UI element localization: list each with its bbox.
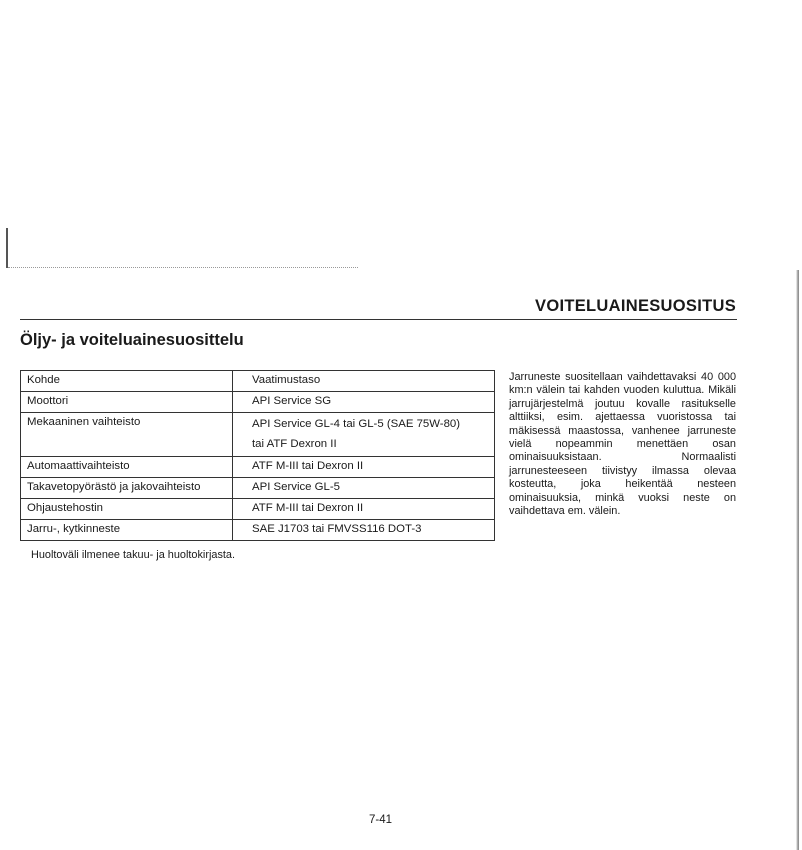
table-cell-kohde: Mekaaninen vaihteisto xyxy=(21,413,233,457)
table-cell-vaatimus: API Service GL-5 xyxy=(233,478,495,499)
scan-artifact-line xyxy=(6,228,8,268)
section-title: VOITELUAINESUOSITUS xyxy=(535,297,736,315)
table-cell-kohde: Takavetopyörästö ja jakovaihteisto xyxy=(21,478,233,499)
table-cell-vaatimus xyxy=(233,413,495,457)
table-cell-kohde: Kohde xyxy=(21,371,233,392)
table-cell-kohde: Automaattivaihteisto xyxy=(21,457,233,478)
table-cell-vaatimus: ATF M-III tai Dexron II xyxy=(233,499,495,520)
lubricant-table xyxy=(20,370,495,541)
table-row xyxy=(21,457,495,478)
table-cell-vaatimus: Vaatimustaso xyxy=(233,371,495,392)
table-cell-kohde: Jarru-, kytkinneste xyxy=(21,520,233,541)
table-cell-line: tai ATF Dexron II xyxy=(252,438,337,450)
table-row xyxy=(21,371,495,392)
table-row xyxy=(21,499,495,520)
table-row xyxy=(21,520,495,541)
page-heading: Öljy- ja voiteluainesuosittelu xyxy=(20,331,244,349)
table-cell-kohde: Ohjaustehostin xyxy=(21,499,233,520)
service-interval-note: Huoltoväli ilmenee takuu- ja huoltokirjasta. xyxy=(31,549,236,561)
table-cell-vaatimus: SAE J1703 tai FMVSS116 DOT-3 xyxy=(233,520,495,541)
table-cell-line: API Service GL-4 tai GL-5 (SAE 75W-80) xyxy=(252,418,461,430)
table-row xyxy=(21,478,495,499)
scan-artifact-dots xyxy=(8,267,358,268)
brake-fluid-note: Jarruneste suositellaan vaihdettavaksi 40 000 km:n välein tai kahden vuoden kuluttua. Mikäli jarrujärjestelmä joutuu kovalle rasitukselle alttiiksi, esim. ajettaessa vuoristossa tai mäkisessä maastossa, vanhenee jarruneste vielä nopeammin menettäen osan ominaisuuksistaan. Normaalisti jarrunesteeseen tiivistyy ilmassa olevaa kosteutta, joka heikentää nesteen ominaisuuksia, minkä vuoksi neste on vaihdettava em. välein. xyxy=(509,371,736,518)
header-rule xyxy=(20,319,737,320)
table-cell-vaatimus: ATF M-III tai Dexron II xyxy=(233,457,495,478)
table-row xyxy=(21,392,495,413)
page-edge-shadow xyxy=(796,270,799,850)
page-number: 7-41 xyxy=(369,814,393,826)
table-cell-vaatimus: API Service SG xyxy=(233,392,495,413)
table-cell-kohde: Moottori xyxy=(21,392,233,413)
table-row xyxy=(21,413,495,457)
